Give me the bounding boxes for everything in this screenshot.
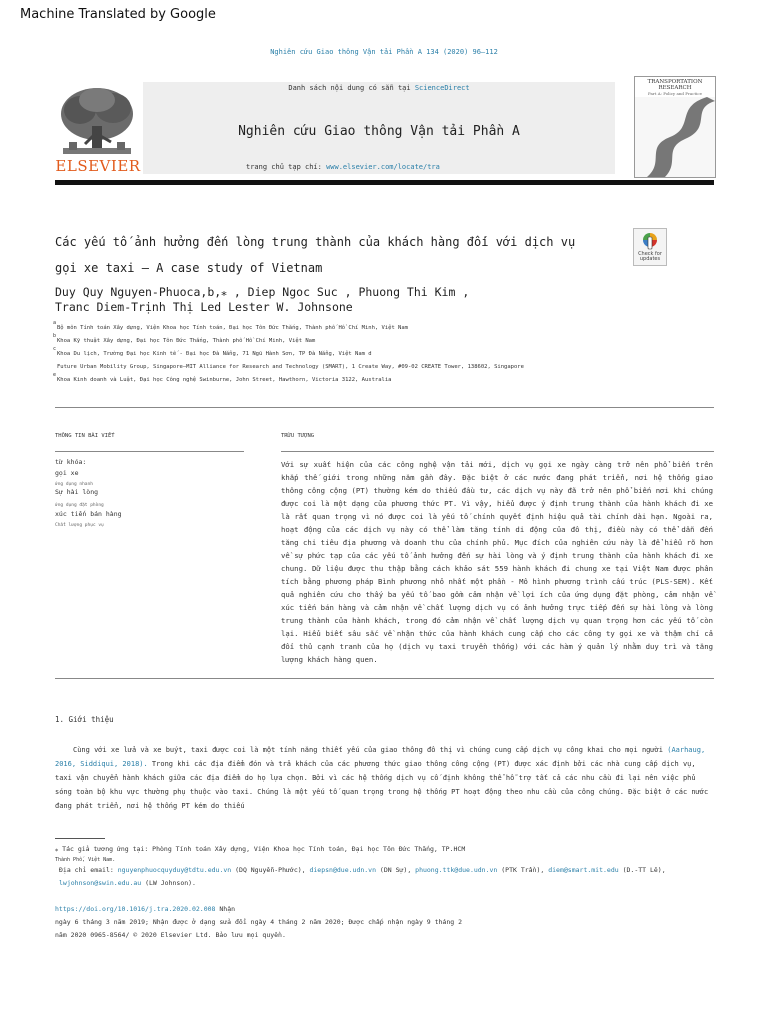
contents-line [143, 84, 615, 92]
copyright-line: năm 2020 0965-8564/ © 2020 Elsevier Ltd. Bảo lưu mọi quyền. [55, 931, 286, 939]
check-updates-icon [642, 232, 658, 250]
email-link[interactable]: phuong.ttk@due.udn.vn [415, 866, 498, 874]
corresponding-city: Thành Phố, Việt Nam. [55, 857, 116, 863]
affiliations [53, 320, 675, 389]
title-line-2: gọi xe taxi – A case study of Vietnam [55, 261, 323, 275]
check-updates-label: Check for updates [638, 251, 662, 262]
intro-text: Trong khi các địa điểm đón và trả khách của các phương thức giao thông công cộng (PT) được xác định bởi các nhà cung cấp dịch vụ, taxi vận chuyển hành khách giữa các địa điểm do họ lựa chọn. Bởi vì các hệ thống dịch vụ cố định không thể hỗ trợ tất cả các nhu cầu đi lại nên việc phủ sóng toàn bộ khu vực thường phụ thuộc vào taxi. Chúng là một yếu tố quan trọng trong hệ thống PT hoạt động theo nhu cầu của công chúng. Đặc biệt ở các nước đang phát triển, nơi hệ thống PT kém do thiếu [55, 760, 709, 810]
affiliation-text: Khoa Du lịch, Trường Đại học Kinh tế - Đại học Đà Nẵng, 71 Ngũ Hành Sơn, TP Đà Nẵng, Việt Nam d [57, 351, 372, 357]
article-info-rule [55, 451, 244, 452]
contents-prefix: Danh sách nội dung có sẵn tại [288, 84, 411, 92]
footnote [55, 843, 715, 890]
email-owner: (PTK Trần), [497, 866, 549, 874]
article-info-heading: THÔNG TIN BÀI VIẾT [55, 433, 115, 439]
citation-link[interactable]: (Aarhaug, 2016, Siddiqui, 2018). [55, 746, 706, 768]
affiliation-d [55, 363, 675, 371]
cover-subtitle: Part A: Policy and Practice [648, 91, 702, 96]
email-label: Địa chỉ email: [59, 866, 118, 874]
affiliation-text: Khoa Kinh doanh và Luật, Đại học Công nghệ Swinburne, John Street, Hawthorn, Victoria 3122, Australia [57, 377, 392, 383]
introduction-paragraph [55, 743, 715, 813]
elsevier-wordmark: ELSEVIER [55, 157, 141, 175]
email-line [55, 864, 715, 890]
intro-text: Cùng với xe lửa và xe buýt, taxi được coi là một tính năng thiết yếu của giao thông đô thị vì chúng cung cấp dịch vụ công khai cho mọi người [73, 746, 668, 754]
keyword-item: ứng dụng đặt phòng [55, 503, 104, 508]
affiliation-mark: e [53, 372, 57, 378]
homepage-line [246, 163, 440, 171]
email-owner: (D.-TT Lê), [618, 866, 666, 874]
affiliation-text: Future Urban Mobility Group, Singapore–MIT Alliance for Research and Technology (SMART), 1 Create Way, #09-02 CREATE Tower, 138602, Singapore [57, 364, 524, 370]
homepage-prefix: trang chủ tạp chí: [246, 163, 322, 171]
keyword-item: ứng dụng nhanh [55, 482, 93, 487]
journal-title: Nghiên cứu Giao thông Vận tải Phần A [238, 124, 520, 139]
doi-line [55, 903, 715, 916]
authors-line-2[interactable]: Tranc Diem-Trịnh Thị Led Lester W. Johnsone [55, 300, 353, 314]
authors-line-1[interactable]: Duy Quy Nguyen-Phuoca,b,⁎ , Diep Ngoc Suc , Phuong Thi Kim , [55, 285, 470, 299]
abstract-rule [281, 451, 714, 452]
abstract-end-divider [55, 678, 714, 679]
affiliation-text: Bộ môn Tính toán Xây dựng, Viện Khoa học Tính toán, Đại học Tôn Đức Thắng, Thành phố Hồ Chí Minh, Việt Nam [57, 325, 408, 331]
email-owner: (DQ Nguyễn-Phước), [231, 866, 310, 874]
keyword-item: xúc tiến bán hàng [55, 510, 122, 518]
received-dates: ngày 6 tháng 3 năm 2019; Nhận được ở dạng sửa đổi ngày 4 tháng 2 năm 2020; Được chấp nhận ngày 9 tháng 2 [55, 918, 462, 926]
email-link[interactable]: diepsn@due.udn.vn [309, 866, 377, 874]
email-owner: (LW Johnson). [141, 879, 196, 887]
affiliation-text: Khoa Kỹ thuật Xây dựng, Đại học Tôn Đức Thắng, Thành phố Hồ Chí Minh, Việt Nam [57, 338, 316, 344]
corresponding-author: ⁎ Tác giả tương ứng tại: Phòng Tính toán Xây dựng, Viện Khoa học Tính toán, Đại học Tôn Đức Thắng, TP.HCM [55, 845, 466, 853]
cover-road-graphic [635, 97, 715, 177]
author-list [55, 285, 655, 315]
section-divider [55, 407, 714, 408]
abstract-heading: TRỪU TƯỢNG [281, 433, 315, 439]
keyword-item: Sự hài lòng [55, 488, 99, 496]
email-link[interactable]: nguyenphuocquyduy@tdtu.edu.vn [117, 866, 232, 874]
sciencedirect-link[interactable]: ScienceDirect [414, 84, 470, 92]
cover-title [635, 79, 715, 97]
article-title [55, 229, 615, 281]
cover-title-text: TRANSPORTATION RESEARCH [647, 79, 703, 91]
affiliation-a [53, 320, 675, 332]
footnote-rule [55, 838, 105, 839]
journal-reference-link[interactable]: Nghiên cứu Giao thông Vận tải Phần A 134 (2020) 96–112 [270, 48, 498, 56]
abstract-text: Với sự xuất hiện của các công nghệ vận tải mới, dịch vụ gọi xe ngày càng trở nên phổ biến trên khắp thế giới trong những năm gần đây. Đặc biệt ở các nước đang phát triển, nơi hệ thống giao thông công cộng (PT) thường kém do thiếu đầu tư, các dịch vụ này đã trở nên phổ biến nơi khi chúng được coi là một dạng của phương thức PT. Vì vậy, hiểu được ý định trung thành của hành khách đi xe là rất quan trọng vì nó được coi là yếu tố chính quyết định hiệu quả tài chính dài hạn. Ngoài ra, hoạt động của các dịch vụ này có thể làm tăng tính di động của đô thị, điều này có thể dẫn đến tăng chi tiêu địa phương và doanh thu của chính phủ. Mục đích của nghiên cứu này là để hiểu rõ hơn về sự phức tạp của các yếu tố ảnh hưởng đến sự hài lòng và ý định trung thành của hành khách đi xe chung. Dữ liệu được thu thập bằng cách khảo sát 559 hành khách đi chung xe tại Việt Nam được phân tích bằng phương pháp Bình phương nhỏ nhất một phần - Mô hình phương trình cấu trúc (PLS-SEM). Kết quả nghiên cứu cho thấy ba yếu tố bao gồm cảm nhận về lợi ích của ứng dụng đặt phòng, cảm nhận về xúc tiến bán hàng và cảm nhận về chất lượng dịch vụ có ảnh hưởng trực tiếp đến sự hài lòng và lòng trung thành của hành khách, trong đó cảm nhận về chất lượng dịch vụ quan trọng hơn các yếu tố còn lại. Hiểu biết sâu sắc về nhận thức của hành khách cung cấp cho các công ty gọi xe và thậm chí cả đối thủ cạnh tranh của họ (dịch vụ taxi truyền thống) với các hàm ý quản lý nhằm duy trì và tăng lượng khách hàng quen. [281, 460, 713, 664]
homepage-link[interactable]: www.elsevier.com/locate/tra [326, 163, 440, 171]
affiliation-mark: b [53, 333, 57, 339]
title-line-1: Các yếu tố ảnh hưởng đến lòng trung thành của khách hàng đối với dịch vụ [55, 235, 576, 249]
affiliation-b [53, 333, 675, 345]
keywords-block [55, 459, 235, 529]
affiliation-mark: c [53, 346, 57, 352]
keywords-label: từ khóa: [55, 458, 87, 466]
introduction-heading: 1. Giới thiệu [55, 715, 114, 724]
machine-translated-banner: Machine Translated by Google [20, 7, 216, 22]
doi-suffix: Nhận [215, 905, 236, 913]
affiliation-c [53, 346, 675, 358]
affiliation-e [53, 372, 675, 384]
email-link[interactable]: lwjohnson@swin.edu.au [59, 879, 142, 887]
check-for-updates-badge[interactable] [633, 228, 667, 266]
keyword-item: gọi xe [55, 469, 79, 477]
email-link[interactable]: diem@smart.mit.edu [548, 866, 619, 874]
email-owner: (DN Sự), [376, 866, 416, 874]
doi-block [55, 903, 715, 942]
header-divider-bar [55, 180, 714, 185]
journal-cover [634, 76, 716, 178]
keyword-item: Chất lượng phục vụ [55, 523, 104, 528]
affiliation-mark: a [53, 320, 57, 326]
doi-link[interactable]: https://doi.org/10.1016/j.tra.2020.02.008 [55, 905, 216, 913]
